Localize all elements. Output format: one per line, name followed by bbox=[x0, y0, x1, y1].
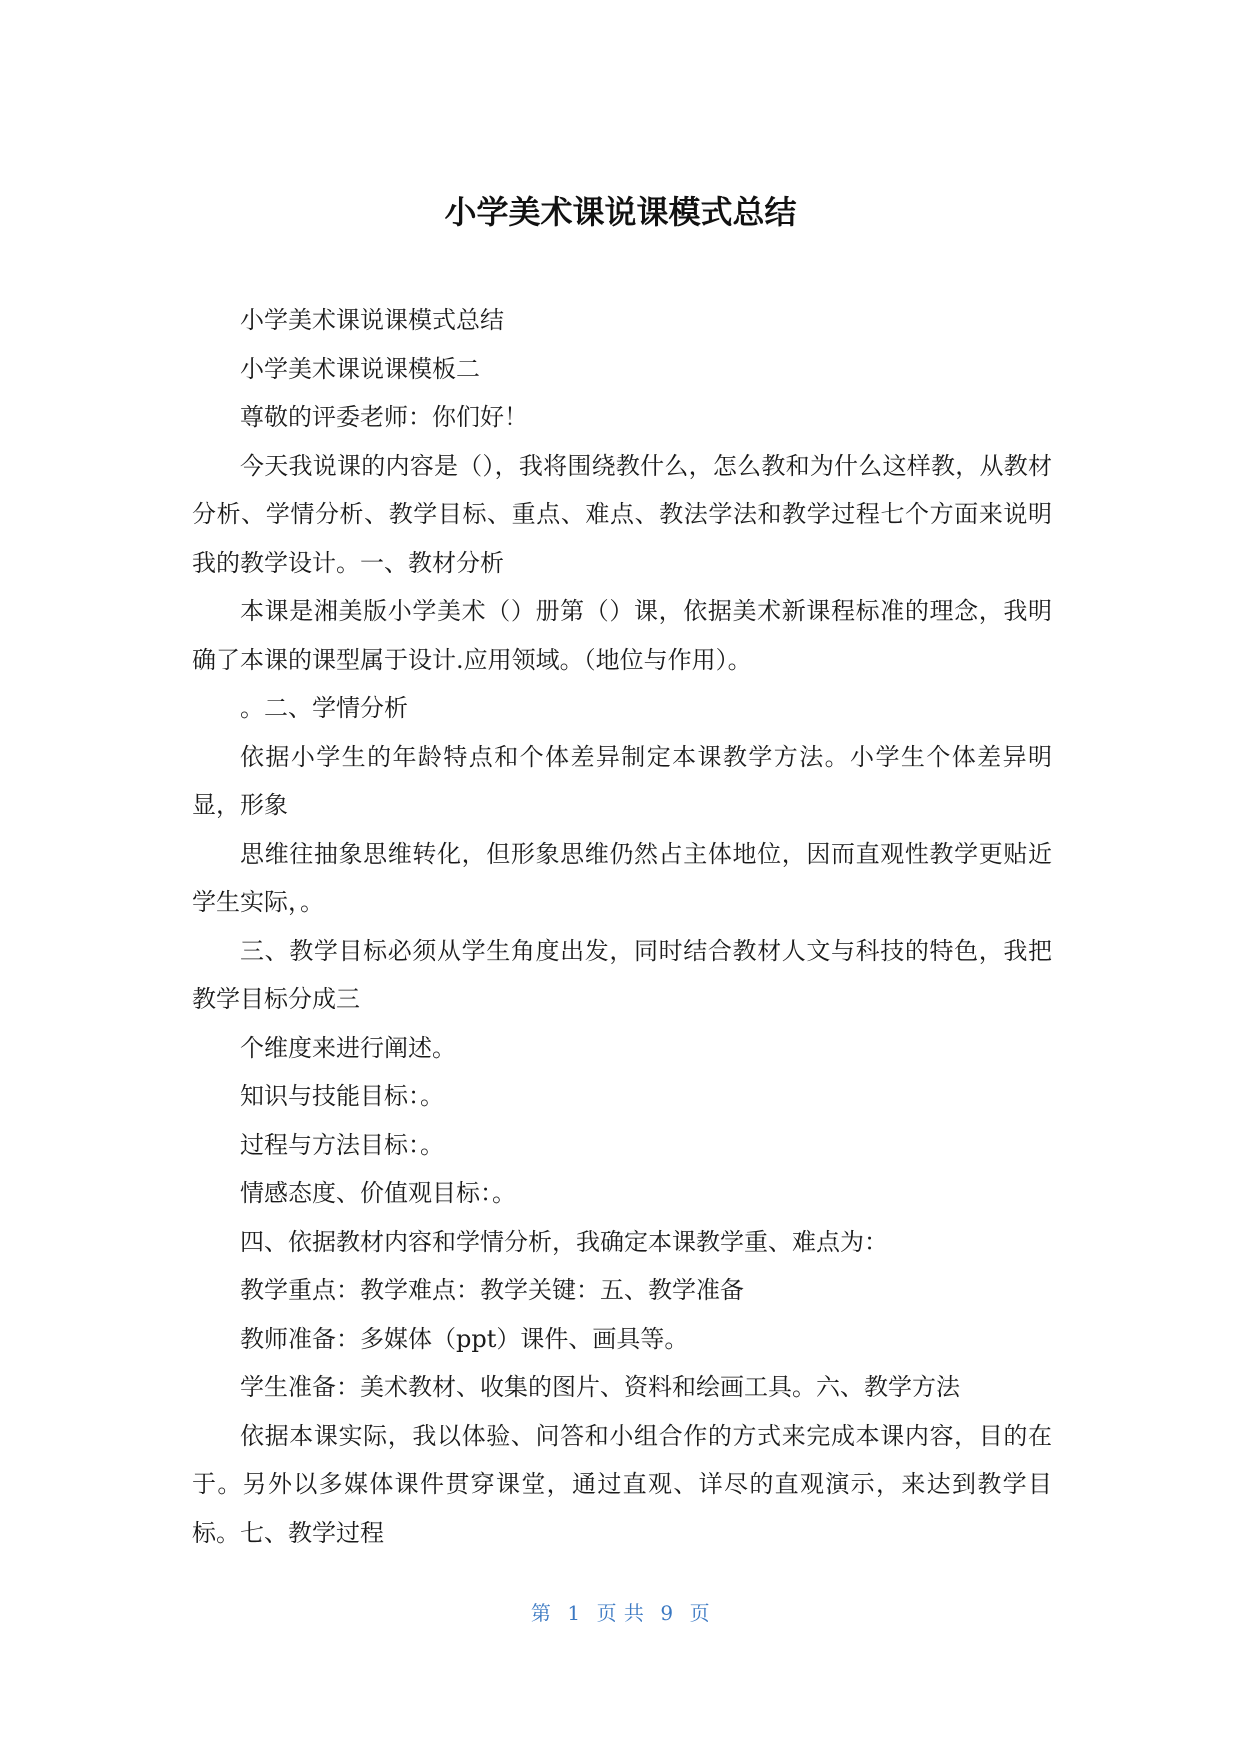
document-title: 小学美术课说课模式总结 bbox=[444, 193, 797, 231]
paragraph: 小学美术课说课模式总结 bbox=[240, 306, 504, 334]
paragraph: 今天我说课的内容是（），我将围绕教什么，怎么教和为什么这样教，从教材分析、学情分析、教学目标、重点、难点、教法学法和教学过程七个方面来说明我的教学设计。一、教材分析 bbox=[192, 451, 1052, 577]
paragraph: 本课是湘美版小学美术（）册第（）课，依据美术新课程标准的理念，我明确了本课的课型属于设计.应用领域。（地位与作用）。 bbox=[192, 597, 1052, 674]
paragraph: 思维往抽象思维转化，但形象思维仍然占主体地位，因而直观性教学更贴近学生实际，。 bbox=[192, 839, 1052, 916]
footer-label-end: 页 bbox=[689, 1601, 711, 1625]
paragraph: 三、教学目标必须从学生角度出发，同时结合教材人文与科技的特色，我把教学目标分成三 bbox=[192, 936, 1052, 1013]
footer-label-page: 第 bbox=[530, 1601, 552, 1625]
paragraph: 依据本课实际，我以体验、问答和小组合作的方式来完成本课内容，目的在于。另外以多媒体课件贯穿课堂，通过直观、详尽的直观演示，来达到教学目标。七、教学过程 bbox=[192, 1421, 1052, 1547]
paragraph: 尊敬的评委老师：你们好！ bbox=[240, 403, 528, 431]
paragraph: 教学重点：教学难点：教学关键：五、教学准备 bbox=[240, 1276, 744, 1304]
paragraph: 。二、学情分析 bbox=[240, 694, 408, 722]
paragraph: 依据小学生的年龄特点和个体差异制定本课教学方法。小学生个体差异明显，形象 bbox=[192, 742, 1052, 819]
paragraph: 四、依据教材内容和学情分析，我确定本课教学重、难点为： bbox=[240, 1227, 888, 1256]
paragraph: 情感态度、价值观目标：。 bbox=[240, 1179, 516, 1207]
paragraph: 学生准备：美术教材、收集的图片、资料和绘画工具。六、教学方法 bbox=[240, 1373, 960, 1401]
paragraph: 小学美术课说课模板二 bbox=[240, 354, 480, 383]
paragraph: 个维度来进行阐述。 bbox=[240, 1033, 456, 1062]
page-footer bbox=[0, 1598, 1241, 1628]
footer-current-page: 1 bbox=[567, 1601, 581, 1625]
paragraph: 教师准备：多媒体（ppt）课件、画具等。 bbox=[240, 1324, 689, 1353]
footer-total-pages: 9 bbox=[660, 1601, 674, 1625]
paragraph: 知识与技能目标：。 bbox=[240, 1082, 444, 1110]
footer-label-of: 页 共 bbox=[596, 1601, 645, 1625]
paragraph: 过程与方法目标：。 bbox=[240, 1130, 444, 1159]
document-body bbox=[192, 296, 1052, 1557]
